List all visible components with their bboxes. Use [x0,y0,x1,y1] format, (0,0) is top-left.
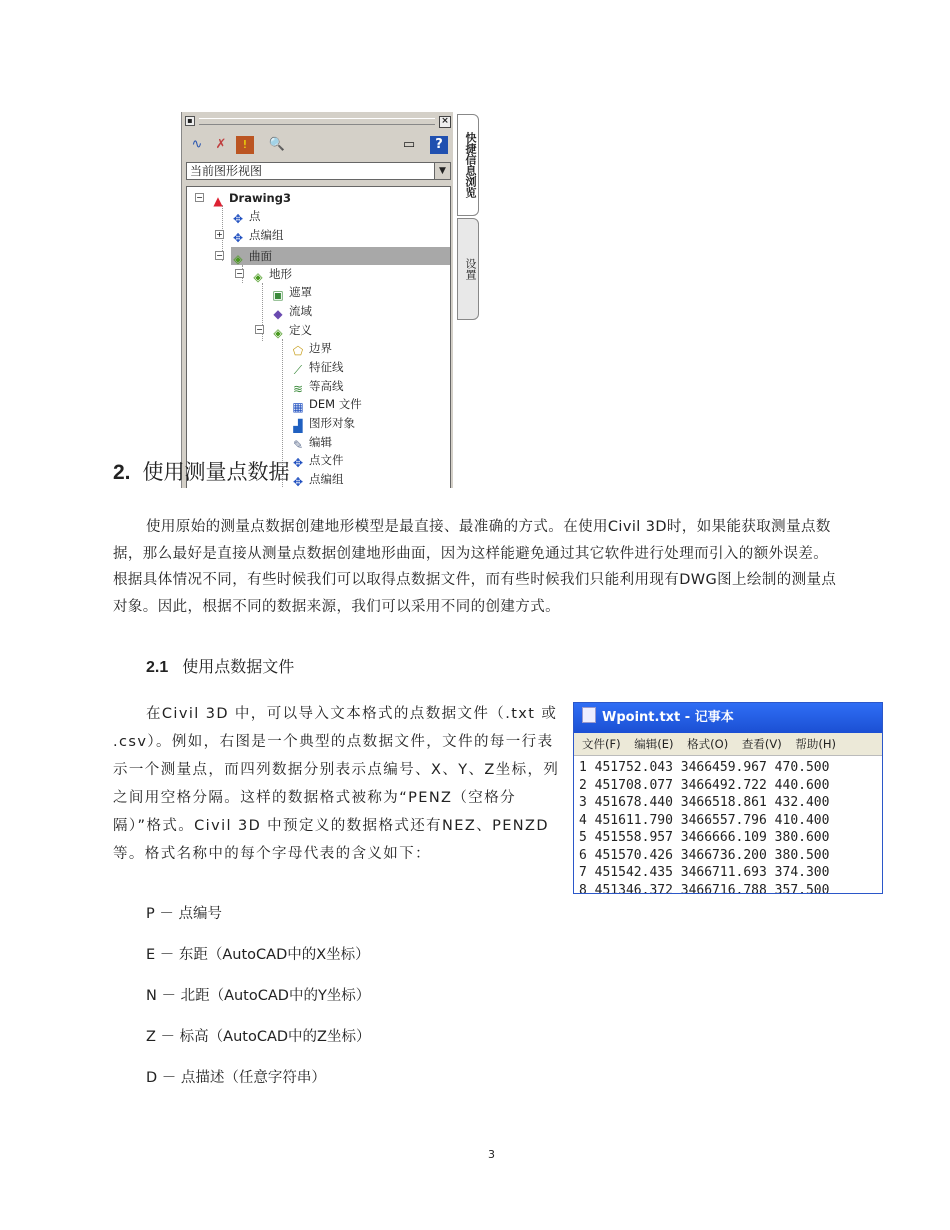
tree-node[interactable] [271,302,312,320]
tree-node-label: DEM 文件 [309,397,362,411]
notepad-title: Wpoint.txt - 记事本 [602,710,734,725]
tree-node[interactable] [291,377,344,395]
notepad-menubar [574,733,882,756]
tree-node-label: 流域 [289,304,312,318]
chevron-down-icon[interactable]: ▼ [434,163,450,179]
tree-node-label: 定义 [289,323,312,337]
tree-node-label: 边界 [309,341,332,355]
surface-icon: ◈ [233,252,243,266]
menu-help[interactable]: 帮助(H) [795,737,836,751]
tree-node[interactable] [211,189,291,207]
view-select[interactable] [186,162,451,180]
point-file-icon: ✥ [292,456,304,470]
data-line: 4 451611.790 3466557.796 410.400 [579,812,830,828]
tab-prospector[interactable]: 快捷信息浏览 [457,114,479,216]
notepad-content[interactable] [574,756,882,894]
legend-item: D － 点描述（任意字符串） [146,1070,326,1086]
section-title: 使用测量点数据 [142,460,290,484]
expand-toggle-icon[interactable]: + [216,230,223,239]
tree-node-label: Drawing3 [229,191,291,205]
data-line: 8 451346.372 3466716.788 357.500 [579,882,830,894]
menu-edit[interactable]: 编辑(E) [634,737,674,751]
toggle-icon[interactable]: ✗ [215,137,227,152]
legend-item: P － 点编号 [146,906,222,922]
legend-item: Z － 标高（AutoCAD中的Z坐标） [146,1029,371,1045]
tree-node-label: 曲面 [249,249,272,263]
warning-icon[interactable]: ! [236,136,254,154]
tree-node-label: 点编组 [249,228,284,242]
subsection-title: 使用点数据文件 [182,657,295,676]
prospector-frame [181,112,453,488]
panel-toolbar [186,136,450,156]
tree-node[interactable] [291,470,344,488]
tree-node[interactable] [291,414,355,432]
menu-view[interactable]: 查看(V) [741,737,782,751]
section-2-heading [113,456,290,486]
tree-node[interactable] [231,247,272,265]
tree-node[interactable] [291,358,344,376]
help-icon[interactable]: ? [430,136,448,154]
tree-node-label: 编辑 [309,435,332,449]
paragraph-1: 使用原始的测量点数据创建地形模型是最直接、最准确的方式。在使用Civil 3D时，如果能获取测量点数据，那么最好是直接从测量点数据创建地形曲面，因为这样能避免通过其它软件进行处理而引入的额外误差。根据具体情况不同，有些时候我们可以取得点数据文件，而有些时候我们只能利用现有DWG图上绘制的测量点对象。因此，根据不同的数据来源，我们可以采用不同的创建方式。 [113,519,837,615]
prospector-panel-screenshot [181,112,481,488]
contour-icon: ≋ [292,382,304,396]
menu-file[interactable]: 文件(F) [582,737,621,751]
data-line: 3 451678.440 3466518.861 432.400 [579,795,830,810]
tab-settings[interactable]: 设置 [457,218,479,320]
tree-node[interactable] [271,283,312,301]
subsection-number: 2.1 [146,659,169,676]
collapse-toggle-icon[interactable]: − [196,193,203,202]
civil-icon[interactable]: ∿ [191,137,203,152]
collapse-toggle-icon[interactable]: − [216,251,223,260]
page-number: 3 [488,1148,495,1161]
collapse-toggle-icon[interactable]: − [236,269,243,278]
edit-icon: ✎ [292,438,304,452]
legend-item: N － 北距（AutoCAD中的Y坐标） [146,988,371,1004]
data-line: 5 451558.957 3466666.109 380.600 [579,830,830,845]
section-2-1-heading [146,654,294,677]
tree-node-label: 特征线 [309,360,344,374]
tree-node[interactable] [251,265,292,283]
tree-node[interactable] [231,226,284,244]
tree-node-label: 点文件 [309,453,344,467]
notepad-window-screenshot [573,702,883,894]
point-icon: ✥ [232,212,244,226]
tree-node[interactable] [291,339,332,357]
point-group-icon: ✥ [292,475,304,488]
close-icon[interactable]: × [439,116,451,128]
tree-node-label: 等高线 [309,379,344,393]
section-number: 2. [113,461,131,484]
panel-titlebar [185,116,451,126]
tree-node-label: 遮罩 [289,285,312,299]
data-line: 7 451542.435 3466711.693 374.300 [579,865,830,880]
panel-side-tabs [453,112,481,488]
breakline-icon: ⟋ [293,363,303,377]
magnifier-icon[interactable]: 🔍 [268,137,286,152]
tree-node[interactable] [291,395,362,413]
data-line: 1 451752.043 3466459.967 470.500 [579,760,830,775]
tree-node[interactable] [291,433,332,451]
definition-icon: ◈ [273,326,283,340]
data-line: 6 451570.426 3466736.200 380.500 [579,847,830,863]
watershed-icon: ◆ [273,307,283,321]
tree-node-label: 点 [249,209,261,223]
data-line: 2 451708.077 3466492.722 440.600 [579,777,830,793]
view-select-value: 当前图形视图 [190,164,263,178]
tree-node-label: 图形对象 [309,416,355,430]
drawing-icon: ▲ [213,194,223,208]
notepad-titlebar [574,703,882,733]
tree-node[interactable] [231,207,261,225]
mask-icon: ▣ [272,288,284,302]
menu-format[interactable]: 格式(O) [687,737,729,751]
dem-file-icon: ▦ [292,400,304,414]
collapse-icon[interactable]: ▪ [185,116,195,126]
tree-node-label: 地形 [269,267,292,281]
terrain-icon: ◈ [253,270,263,284]
drawing-object-icon: ▟ [293,419,303,433]
tree-node[interactable] [291,451,344,469]
collapse-toggle-icon[interactable]: − [256,325,263,334]
tree-node-label: 点编组 [309,472,344,486]
notepad-icon [582,707,596,723]
list-view-icon[interactable]: ▭ [402,137,416,152]
paragraph-2: 在Civil 3D 中，可以导入文本格式的点数据文件（.txt 或 .csv）。例如，右图是一个典型的点数据文件，文件的每一行表示一个测量点，而四列数据分别表示点编号、X、Y、Z坐标，列之间用空格分隔。这样的数据格式被称为“PENZ（空格分隔）”格式。Civil 3D 中预定义的数据格式还有NEZ、PENZD等。格式名称中的每个字母代表的含义如下： [113,706,560,862]
legend-item: E － 东距（AutoCAD中的X坐标） [146,947,370,963]
tree-node[interactable] [271,321,312,339]
grip-lines [199,118,435,125]
point-group-icon: ✥ [232,231,244,245]
boundary-icon: ⬠ [292,344,304,358]
prospector-tree [186,186,451,488]
